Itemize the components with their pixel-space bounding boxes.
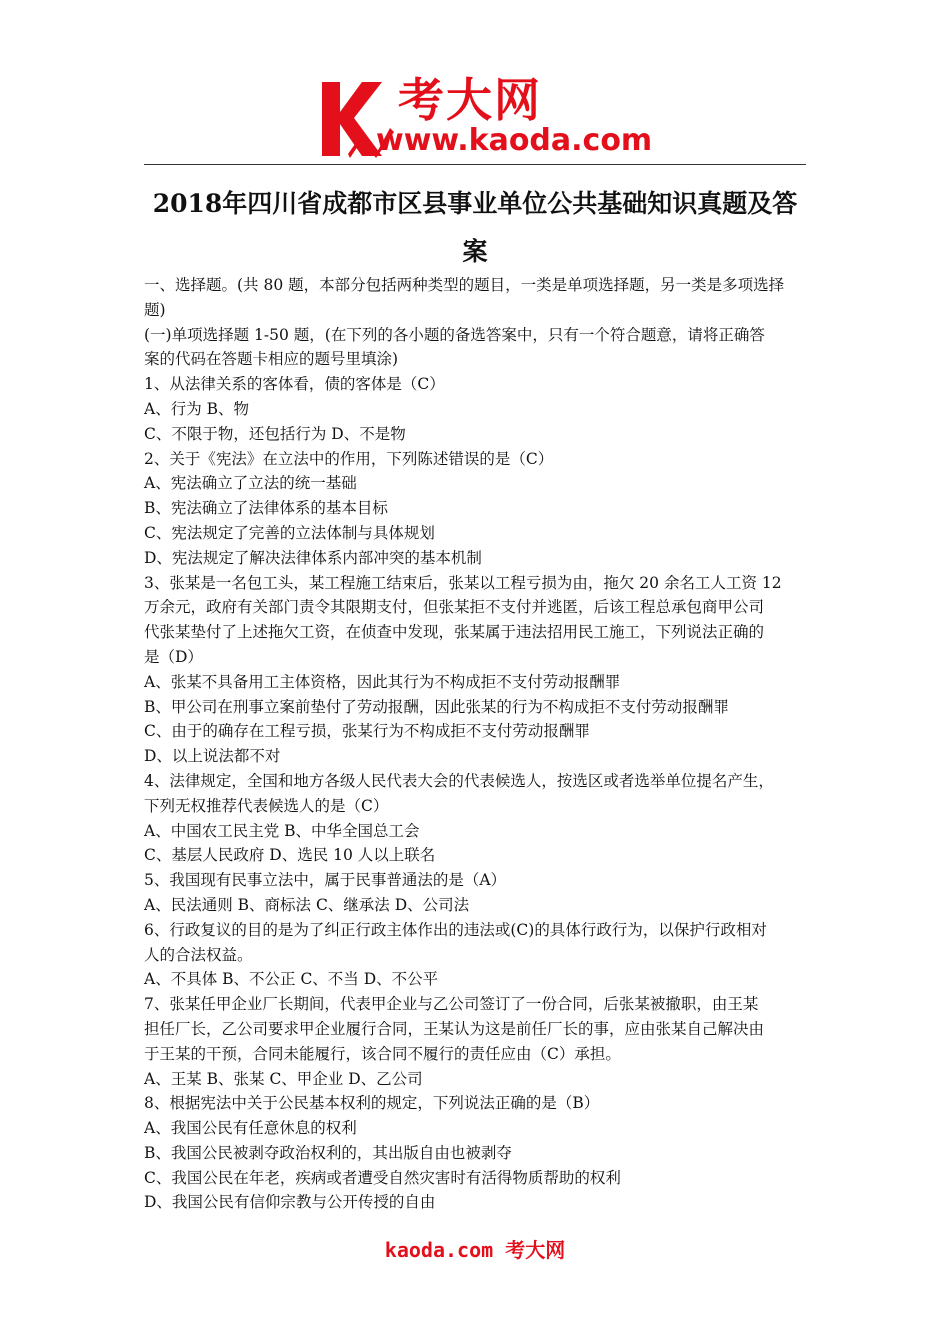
text-line: C、我国公民在年老，疾病或者遭受自然灾害时有活得物质帮助的权利: [144, 1168, 621, 1187]
logo-text: 考大网: [398, 73, 542, 127]
text-line: A、王某 B、张某 C、甲企业 D、乙公司: [144, 1069, 423, 1088]
document-body: [144, 273, 808, 1215]
text-line: C、基层人民政府 D、选民 10 人以上联名: [144, 846, 436, 865]
text-line: A、张某不具备用工主体资格，因此其行为不构成拒不支付劳动报酬罪: [144, 672, 621, 691]
text-line: (一)单项选择题 1-50 题，(在下列的各小题的备选答案中，只有一个符合题意，请将正确答: [144, 325, 765, 344]
text-line: C、不限于物，还包括行为 D、不是物: [144, 424, 406, 443]
logo-url: www.kaoda.com: [376, 123, 653, 158]
text-line: 担任厂长，乙公司要求甲企业履行合同，王某认为这是前任厂长的事，应由张某自己解决由: [144, 1019, 765, 1038]
text-line: A、我国公民有任意休息的权利: [144, 1119, 357, 1138]
text-line: D、以上说法都不对: [144, 747, 281, 766]
text-line: A、不具体 B、不公正 C、不当 D、不公平: [144, 970, 439, 989]
text-line: B、甲公司在刑事立案前垫付了劳动报酬，因此张某的行为不构成拒不支付劳动报酬罪: [144, 697, 729, 716]
text-line: 7、张某任甲企业厂长期间，代表甲企业与乙公司签订了一份合同，后张某被撤职，由王某: [144, 995, 759, 1014]
text-line: 案的代码在答题卡相应的题号里填涂): [144, 350, 399, 369]
text-line: 万余元，政府有关部门责令其限期支付，但张某拒不支付并逃匿，后该工程总承包商甲公司: [144, 598, 765, 617]
text-line: A、行为 B、物: [144, 399, 250, 418]
title-line: 案: [462, 237, 488, 266]
text-line: 3、张某是一名包工头，某工程施工结束后，张某以工程亏损为由，拖欠 20 余名工人工资 12: [144, 573, 782, 592]
text-line: 代张某垫付了上述拖欠工资，在侦查中发现，张某属于违法招用民工施工，下列说法正确的: [144, 623, 765, 642]
text-line: 2、关于《宪法》在立法中的作用，下列陈述错误的是（C）: [144, 449, 554, 468]
text-line: D、宪法规定了解决法律体系内部冲突的基本机制: [144, 548, 482, 567]
text-line: 一、选择题。(共 80 题，本部分包括两种类型的题目，一类是单项选择题，另一类是多项选择: [144, 276, 785, 294]
footer-link[interactable]: kaoda.com 考大网: [384, 1238, 566, 1262]
text-line: 题): [144, 300, 166, 319]
header-divider: [144, 164, 806, 165]
document-title: [144, 180, 806, 276]
text-line: B、我国公民被剥夺政治权利的，其出版自由也被剥夺: [144, 1143, 512, 1162]
text-line: 1、从法律关系的客体看，债的客体是（C）: [144, 375, 445, 394]
text-line: D、我国公民有信仰宗教与公开传授的自由: [144, 1193, 436, 1212]
text-line: 于王某的干预，合同未能履行，该合同不履行的责任应由（C）承担。: [144, 1044, 621, 1063]
text-line: A、宪法确立了立法的统一基础: [144, 474, 357, 493]
text-line: 8、根据宪法中关于公民基本权利的规定，下列说法正确的是（B）: [144, 1094, 600, 1113]
kaoda-logo[interactable]: [318, 73, 653, 160]
text-line: B、宪法确立了法律体系的基本目标: [144, 499, 388, 518]
text-line: C、由于的确存在工程亏损，张某行为不构成拒不支付劳动报酬罪: [144, 722, 590, 741]
text-line: A、中国农工民主党 B、中华全国总工会: [144, 821, 420, 840]
text-line: 4、法律规定，全国和地方各级人民代表大会的代表候选人，按选区或者选举单位提名产生，: [144, 771, 774, 790]
text-line: 5、我国现有民事立法中，属于民事普通法的是（A）: [144, 871, 507, 890]
text-line: 下列无权推荐代表候选人的是（C）: [144, 796, 389, 815]
text-line: A、民法通则 B、商标法 C、继承法 D、公司法: [144, 895, 470, 914]
text-line: 人的合法权益。: [144, 945, 253, 964]
text-line: 是（D）: [144, 647, 203, 666]
title-line: 2018年四川省成都市区县事业单位公共基础知识真题及答: [152, 189, 798, 218]
text-line: 6、行政复议的目的是为了纠正行政主体作出的违法或(C)的具体行政行为，以保护行政相对: [144, 920, 767, 939]
text-line: C、宪法规定了完善的立法体制与具体规划: [144, 523, 435, 542]
